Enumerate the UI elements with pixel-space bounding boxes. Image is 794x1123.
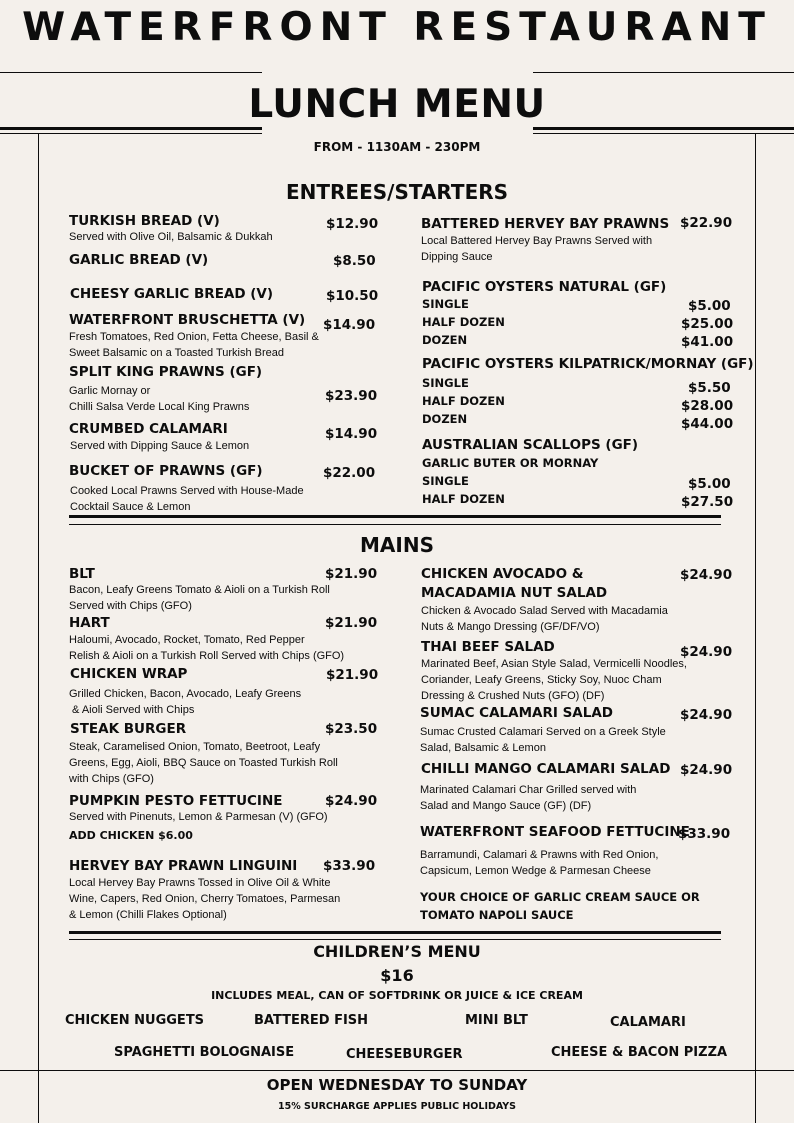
- restaurant-title: WATERFRONT RESTAURANT: [22, 5, 772, 50]
- childrens-menu-heading: CHILDREN’S MENU: [313, 942, 481, 961]
- item-description: with Chips (GFO): [69, 773, 154, 785]
- kids-item: MINI BLT: [465, 1013, 528, 1028]
- option-price: $25.00: [681, 316, 734, 332]
- option-price: $44.00: [681, 416, 734, 432]
- item-name: WATERFRONT SEAFOOD FETTUCINE: [420, 824, 690, 840]
- lunch-menu-heading: LUNCH MENU: [248, 82, 546, 127]
- item-price: $23.90: [325, 388, 378, 404]
- kids-item: SPAGHETTI BOLOGNAISE: [114, 1045, 295, 1060]
- item-description: Local Hervey Bay Prawns Tossed in Olive Oil & White: [69, 877, 331, 889]
- option-price: $27.50: [681, 494, 734, 510]
- kids-item: CALAMARI: [610, 1015, 686, 1030]
- option-label: HALF DOZEN: [422, 315, 505, 329]
- item-name: CRUMBED CALAMARI: [69, 421, 228, 437]
- item-price: $22.90: [680, 215, 733, 231]
- option-label: HALF DOZEN: [422, 394, 505, 408]
- item-price: $24.90: [680, 644, 733, 660]
- mains-heading: MAINS: [360, 533, 434, 557]
- option-label: SINGLE: [422, 376, 469, 390]
- item-description: Haloumi, Avocado, Rocket, Tomato, Red Pepper: [69, 634, 305, 646]
- section-divider-thick: [69, 931, 721, 934]
- item-name: WATERFRONT BRUSCHETTA (V): [69, 312, 306, 328]
- service-hours: FROM - 1130AM - 230PM: [313, 140, 481, 154]
- sauce-choice-note: TOMATO NAPOLI SAUCE: [420, 908, 574, 922]
- item-price: $33.90: [323, 858, 376, 874]
- item-name: PUMPKIN PESTO FETTUCINE: [69, 793, 283, 809]
- childrens-menu-price: $16: [380, 966, 414, 985]
- addon-note: ADD CHICKEN $6.00: [69, 829, 193, 842]
- item-description: Marinated Calamari Char Grilled served with: [420, 784, 637, 796]
- kids-item: CHEESEBURGER: [346, 1047, 463, 1062]
- section-divider-thin: [69, 939, 721, 940]
- option-label: SINGLE: [422, 297, 469, 311]
- opening-days: OPEN WEDNESDAY TO SUNDAY: [266, 1076, 528, 1094]
- item-description: Sumac Crusted Calamari Served on a Greek Style: [420, 726, 666, 738]
- item-description: Capsicum, Lemon Wedge & Parmesan Cheese: [420, 865, 651, 877]
- item-price: $24.90: [680, 762, 733, 778]
- option-label: SINGLE: [422, 474, 469, 488]
- item-price: $22.00: [323, 465, 376, 481]
- item-price: $21.90: [326, 667, 379, 683]
- item-price: $23.50: [325, 721, 378, 737]
- item-description: & Aioli Served with Chips: [69, 704, 195, 716]
- item-description: Chicken & Avocado Salad Served with Macadamia: [421, 605, 668, 617]
- item-description: Marinated Beef, Asian Style Salad, Vermicelli Noodles,: [421, 658, 687, 670]
- sauce-choice-note: YOUR CHOICE OF GARLIC CREAM SAUCE OR: [420, 890, 700, 904]
- item-description: Grilled Chicken, Bacon, Avocado, Leafy Greens: [69, 688, 302, 700]
- kids-item: BATTERED FISH: [254, 1013, 369, 1028]
- item-description: Sweet Balsamic on a Toasted Turkish Bread: [69, 347, 285, 359]
- item-price: $24.90: [680, 707, 733, 723]
- item-description: Salad, Balsamic & Lemon: [420, 742, 546, 754]
- item-description: Served with Olive Oil, Balsamic & Dukkah: [69, 231, 273, 243]
- item-description: Bacon, Leafy Greens Tomato & Aioli on a Turkish Roll: [69, 584, 330, 596]
- option-price: $5.50: [688, 380, 731, 396]
- item-price: $21.90: [325, 566, 378, 582]
- item-note: GARLIC BUTER OR MORNAY: [422, 456, 599, 470]
- header-rule-left-thin2: [0, 133, 262, 134]
- holiday-surcharge: 15% SURCHARGE APPLIES PUBLIC HOLIDAYS: [277, 1101, 517, 1112]
- header-rule-left-thin: [0, 72, 262, 73]
- option-label: DOZEN: [422, 412, 468, 426]
- item-price: $10.50: [326, 288, 379, 304]
- option-price: $5.00: [688, 298, 731, 314]
- item-name: SPLIT KING PRAWNS (GF): [69, 364, 263, 380]
- item-price: $12.90: [326, 216, 379, 232]
- item-description: Served with Chips (GFO): [69, 600, 192, 612]
- item-description: Relish & Aioli on a Turkish Roll Served with Chips (GFO): [69, 650, 345, 662]
- entrees-heading: ENTREES/STARTERS: [285, 180, 509, 204]
- option-label: HALF DOZEN: [422, 492, 505, 506]
- item-name: CHILLI MANGO CALAMARI SALAD: [421, 761, 671, 777]
- item-description: Served with Pinenuts, Lemon & Parmesan (V) (GFO): [69, 811, 328, 823]
- section-divider-thick: [69, 515, 721, 518]
- item-name: THAI BEEF SALAD: [421, 639, 555, 655]
- item-name: CHEESY GARLIC BREAD (V): [70, 286, 274, 302]
- item-description: Wine, Capers, Red Onion, Cherry Tomatoes, Parmesan: [69, 893, 341, 905]
- item-description: Garlic Mornay or: [69, 385, 151, 397]
- option-price: $5.00: [688, 476, 731, 492]
- item-description: Chilli Salsa Verde Local King Prawns: [69, 401, 250, 413]
- item-description: Barramundi, Calamari & Prawns with Red Onion,: [420, 849, 659, 861]
- item-name: HART: [69, 615, 110, 631]
- kids-item: CHEESE & BACON PIZZA: [551, 1045, 728, 1060]
- item-description: Coriander, Leafy Greens, Sticky Soy, Nuoc Cham: [421, 674, 662, 686]
- item-name: CHICKEN WRAP: [70, 666, 188, 682]
- item-name: TURKISH BREAD (V): [69, 213, 220, 229]
- item-name: STEAK BURGER: [70, 721, 187, 737]
- item-description: Local Battered Hervey Bay Prawns Served with: [421, 235, 653, 247]
- item-name: BUCKET OF PRAWNS (GF): [69, 463, 263, 479]
- item-description: Fresh Tomatoes, Red Onion, Fetta Cheese, Basil &: [69, 331, 319, 343]
- item-price: $24.90: [680, 567, 733, 583]
- item-description: Dipping Sauce: [421, 251, 493, 263]
- item-price: $8.50: [333, 253, 376, 269]
- section-divider-thin: [69, 524, 721, 525]
- item-name: PACIFIC OYSTERS KILPATRICK/MORNAY (GF): [422, 356, 754, 372]
- item-name: PACIFIC OYSTERS NATURAL (GF): [422, 279, 667, 295]
- item-name: CHICKEN AVOCADO &: [421, 566, 584, 582]
- header-rule-right-thin: [533, 72, 794, 73]
- item-name: BATTERED HERVEY BAY PRAWNS: [421, 216, 670, 232]
- item-description: Nuts & Mango Dressing (GF/DF/VO): [421, 621, 600, 633]
- item-description: Cocktail Sauce & Lemon: [70, 501, 191, 513]
- item-name: HERVEY BAY PRAWN LINGUINI: [69, 858, 298, 874]
- item-description: Greens, Egg, Aioli, BBQ Sauce on Toasted Turkish Roll: [69, 757, 338, 769]
- item-description: Cooked Local Prawns Served with House-Made: [70, 485, 304, 497]
- item-name: AUSTRALIAN SCALLOPS (GF): [422, 437, 639, 453]
- option-price: $41.00: [681, 334, 734, 350]
- item-price: $14.90: [323, 317, 376, 333]
- item-price: $21.90: [325, 615, 378, 631]
- item-description: Steak, Caramelised Onion, Tomato, Beetroot, Leafy: [69, 741, 321, 753]
- option-price: $28.00: [681, 398, 734, 414]
- item-name: GARLIC BREAD (V): [69, 252, 209, 268]
- item-description: Dressing & Crushed Nuts (GFO) (DF): [421, 690, 605, 702]
- item-price: $14.90: [325, 426, 378, 442]
- item-price: $24.90: [325, 793, 378, 809]
- item-description: & Lemon (Chilli Flakes Optional): [69, 909, 227, 921]
- item-description: Served with Dipping Sauce & Lemon: [70, 440, 250, 452]
- item-description: Salad and Mango Sauce (GF) (DF): [420, 800, 592, 812]
- option-label: DOZEN: [422, 333, 468, 347]
- item-name: BLT: [69, 566, 95, 582]
- kids-item: CHICKEN NUGGETS: [65, 1013, 205, 1028]
- item-name: MACADAMIA NUT SALAD: [421, 585, 608, 601]
- footer-rule: [0, 1070, 794, 1071]
- childrens-includes: INCLUDES MEAL, CAN OF SOFTDRINK OR JUICE & ICE CREAM: [211, 989, 583, 1002]
- item-price: $33.90: [678, 826, 731, 842]
- item-name: SUMAC CALAMARI SALAD: [420, 705, 614, 721]
